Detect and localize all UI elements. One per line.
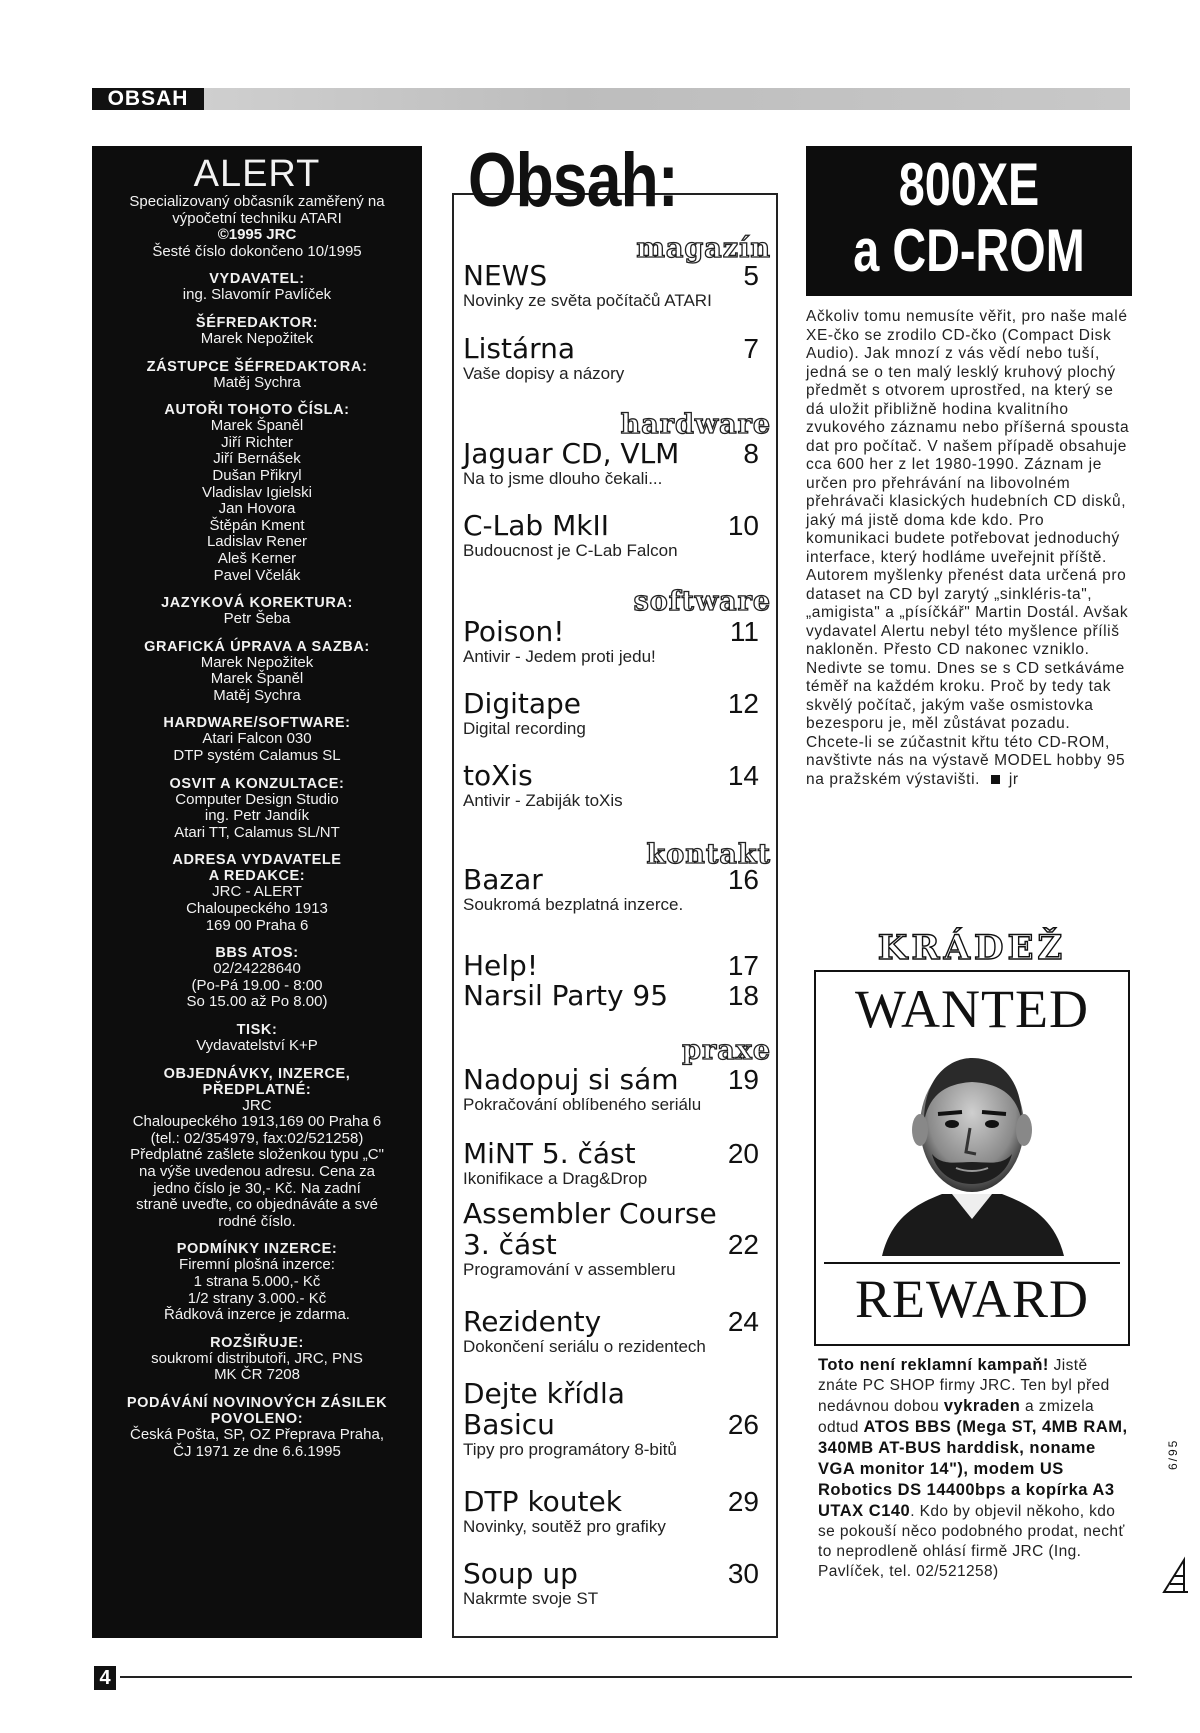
impressum-line: ing. Slavomír Pavlíček bbox=[182, 286, 332, 304]
impressum-line: (tel.: 02/354979, fax:02/521258) bbox=[150, 1129, 364, 1147]
impressum-column bbox=[92, 146, 422, 1638]
entry-description: Pokračování oblíbeného seriálu bbox=[463, 1095, 702, 1114]
impressum-line: ing. Petr Jandík bbox=[204, 807, 310, 825]
alert-logo-icon bbox=[1160, 1556, 1190, 1596]
article-headline-line-2: a CD-ROM bbox=[853, 217, 1085, 284]
impressum-heading: BBS ATOS: bbox=[215, 945, 299, 962]
impressum-line: Atari TT, Calamus SL/NT bbox=[174, 823, 340, 841]
impressum-line: Matěj Sychra bbox=[213, 373, 301, 391]
entry-description: Na to jsme dlouho čekali... bbox=[463, 469, 663, 488]
impressum-heading: PODÁVÁNÍ NOVINOVÝCH ZÁSILEK bbox=[126, 1394, 388, 1411]
impressum-line: straně uveďte, co objednáváte a své bbox=[136, 1196, 378, 1214]
impressum-line: (Po-Pá 19.00 - 8:00 bbox=[191, 976, 323, 994]
notice-text: a zmizela odtud bbox=[818, 1398, 1095, 1436]
article-signature: jr bbox=[1008, 770, 1019, 788]
impressum-line: 1/2 strany 3.000.- Kč bbox=[187, 1289, 327, 1307]
entry-title: Rezidenty bbox=[463, 1305, 602, 1338]
entry-description: Nakrmte svoje ST bbox=[463, 1589, 599, 1608]
entry-page: 19 bbox=[727, 1064, 759, 1095]
entry-title: DTP koutek bbox=[463, 1485, 622, 1518]
section-label-kontakt: kontakt bbox=[646, 839, 771, 870]
article-headline-line-1: 800XE bbox=[898, 151, 1040, 218]
impressum-intro-line: Specializovaný občasník zaměřený na bbox=[129, 193, 385, 210]
entry-description: Antivir - Zabiják toXis bbox=[463, 791, 623, 810]
entry-page: 11 bbox=[729, 616, 759, 647]
impressum-heading: ZÁSTUPCE ŠÉFREDAKTORA: bbox=[146, 358, 368, 375]
contents-entry[interactable] bbox=[463, 616, 759, 667]
impressum-heading: AUTOŘI TOHOTO ČÍSLA: bbox=[164, 402, 350, 419]
entry-title: Listárna bbox=[463, 332, 576, 365]
impressum-line: 1 strana 5.000,- Kč bbox=[193, 1272, 321, 1290]
notice-bold: vykraden bbox=[943, 1397, 1021, 1415]
impressum-line: Řádková inzerce je zdarma. bbox=[164, 1306, 350, 1324]
impressum-line: rodné číslo. bbox=[218, 1212, 296, 1230]
entry-page: 7 bbox=[743, 333, 759, 364]
article-headline-box bbox=[806, 146, 1132, 296]
entry-page: 18 bbox=[727, 980, 759, 1011]
entry-title: Jaguar CD, VLM bbox=[463, 437, 680, 470]
notice-lead: Toto není reklamní kampaň! bbox=[818, 1356, 1049, 1374]
impressum-line: jedno číslo je 30,- Kč. Na zadní bbox=[153, 1179, 361, 1197]
entry-title: Help! bbox=[463, 949, 539, 982]
impressum-line: Jan Hovora bbox=[218, 500, 296, 518]
impressum-line: 169 00 Praha 6 bbox=[205, 916, 309, 934]
entry-title: Soup up bbox=[463, 1557, 578, 1590]
impressum-heading: JAZYKOVÁ KOREKTURA: bbox=[161, 595, 353, 612]
entry-title: NEWS bbox=[463, 259, 548, 292]
entry-page: 12 bbox=[727, 688, 759, 719]
impressum-heading: ROZŠIŘUJE: bbox=[210, 1334, 304, 1351]
contents-entry[interactable] bbox=[463, 1558, 759, 1609]
entry-description: Antivir - Jedem proti jedu! bbox=[463, 647, 656, 666]
entry-description: Dokončení seriálu o rezidentech bbox=[463, 1337, 706, 1356]
entry-title: Poison! bbox=[463, 615, 565, 648]
impressum-line: Dušan Přikryl bbox=[212, 466, 302, 484]
entry-title: toXis bbox=[463, 759, 533, 792]
impressum-heading: GRAFICKÁ ÚPRAVA A SAZBA: bbox=[144, 638, 370, 655]
contents-entry[interactable] bbox=[463, 1306, 759, 1357]
impressum-line: Computer Design Studio bbox=[175, 790, 339, 808]
impressum-line: Aleš Kerner bbox=[217, 549, 297, 567]
entry-page: 26 bbox=[727, 1409, 759, 1440]
entry-title: Bazar bbox=[463, 863, 543, 896]
entry-page: 10 bbox=[727, 510, 759, 541]
entry-description: Programování v assembleru bbox=[463, 1260, 676, 1279]
entry-description: Soukromá bezplatná inzerce. bbox=[463, 895, 684, 914]
impressum-line: na výše uvedenou adresu. Cena za bbox=[139, 1162, 375, 1180]
impressum-line: Jiří Bernášek bbox=[213, 450, 301, 468]
impressum-line: soukromí distributoři, JRC, PNS bbox=[151, 1349, 363, 1367]
impressum-heading: POVOLENO: bbox=[210, 1410, 304, 1427]
poster-frame bbox=[814, 970, 1130, 1346]
impressum-line: Ladislav Rener bbox=[206, 533, 308, 551]
impressum-intro-line: výpočetní techniku ATARI bbox=[172, 209, 342, 227]
section-tag: OBSAH bbox=[92, 88, 204, 110]
impressum-heading: VYDAVATEL: bbox=[209, 271, 305, 288]
entry-description: Novinky, soutěž pro grafiky bbox=[463, 1517, 666, 1536]
contents-entry[interactable] bbox=[463, 333, 759, 384]
contents-entry[interactable] bbox=[463, 1138, 759, 1189]
impressum-sections bbox=[92, 271, 422, 1460]
entry-page: 14 bbox=[727, 760, 759, 791]
impressum-heading: PŘEDPLATNÉ: bbox=[202, 1081, 312, 1098]
issue-mark: 6/95 bbox=[1166, 1438, 1180, 1470]
entry-description: Tipy pro programátory 8-bitů bbox=[463, 1440, 677, 1459]
contents-entry[interactable] bbox=[463, 1378, 759, 1460]
section-label-praxe: praxe bbox=[682, 1035, 771, 1066]
entry-description: Digital recording bbox=[463, 719, 586, 738]
entry-page: 24 bbox=[727, 1306, 759, 1337]
poster-top-label: KRÁDEŽ bbox=[877, 928, 1067, 968]
impressum-heading: ŠÉFREDAKTOR: bbox=[195, 314, 319, 331]
impressum-line: Štěpán Kment bbox=[209, 516, 305, 534]
entry-page: 30 bbox=[727, 1558, 759, 1589]
notice-text: Jistě znáte PC SHOP firmy JRC. Ten byl před nedávnou dobou bbox=[818, 1357, 1110, 1415]
impressum-heading: TISK: bbox=[236, 1022, 278, 1038]
impressum-line: JRC bbox=[242, 1096, 272, 1114]
entry-title: Nadopuj si sám bbox=[463, 1063, 679, 1096]
poster-divider bbox=[824, 1262, 1120, 1264]
contents-entry[interactable] bbox=[463, 980, 759, 1011]
impressum-heading: A REDAKCE: bbox=[208, 868, 306, 885]
impressum-line: Chaloupeckého 1913 bbox=[186, 900, 328, 918]
contents-entry[interactable] bbox=[463, 1064, 759, 1115]
entry-page: 29 bbox=[727, 1486, 759, 1517]
impressum-line: Česká Pošta, SP, OZ Přeprava Praha, bbox=[129, 1425, 384, 1443]
entry-title: C-Lab MkII bbox=[463, 509, 609, 542]
entry-title: Dejte křídla bbox=[463, 1377, 625, 1410]
impressum-intro-line: Šesté číslo dokončeno 10/1995 bbox=[152, 242, 362, 260]
impressum-line: Vydavatelství K+P bbox=[196, 1037, 318, 1054]
impressum-line: Chaloupeckého 1913,169 00 Praha 6 bbox=[132, 1113, 382, 1131]
footer-rule bbox=[120, 1676, 1132, 1678]
notice-text: . Kdo by objevil někoho, kdo se pokouší něco podobného prodat, nechť to neprodleně ohlásí firmě JRC (Ing. Pavlíček, tel. 02/521258) bbox=[818, 1503, 1125, 1580]
impressum-heading: HARDWARE/SOFTWARE: bbox=[163, 715, 351, 732]
poster-reward: REWARD bbox=[855, 1269, 1089, 1329]
wanted-poster bbox=[812, 928, 1132, 1354]
impressum-line: Pavel Včelák bbox=[213, 566, 301, 584]
entry-page: 17 bbox=[727, 950, 759, 981]
contents-entry[interactable] bbox=[463, 510, 759, 561]
impressum-line: Matěj Sychra bbox=[213, 686, 301, 704]
entry-title: 3. část bbox=[463, 1228, 557, 1261]
page-number: 4 bbox=[94, 1666, 116, 1690]
entry-title: MiNT 5. část bbox=[463, 1137, 636, 1170]
impressum-line: Firemní plošná inzerce: bbox=[179, 1256, 335, 1274]
theft-notice bbox=[818, 1355, 1130, 1582]
entry-description: Vaše dopisy a názory bbox=[463, 364, 625, 383]
impressum-heading: ADRESA VYDAVATELE bbox=[172, 852, 342, 869]
entry-title: Digitape bbox=[463, 687, 582, 720]
impressum-line: Marek Nepožitek bbox=[200, 329, 314, 347]
entry-title: Narsil Party 95 bbox=[463, 979, 669, 1012]
impressum-line: So 15.00 až Po 8.00) bbox=[186, 993, 328, 1011]
magazine-title: ALERT bbox=[193, 153, 321, 195]
impressum-line: 02/24228640 bbox=[213, 960, 301, 978]
impressum-line: Marek Nepožitek bbox=[200, 653, 314, 671]
contents-entry[interactable] bbox=[463, 950, 759, 981]
contents-entry[interactable] bbox=[463, 1198, 759, 1280]
impressum-line: ČJ 1971 ze dne 6.6.1995 bbox=[173, 1442, 341, 1460]
contents-entry[interactable] bbox=[463, 688, 759, 739]
entry-description: Novinky ze světa počítačů ATARI bbox=[463, 291, 712, 310]
entry-page: 16 bbox=[727, 864, 759, 895]
header-rule bbox=[204, 88, 1130, 110]
entry-page: 5 bbox=[743, 260, 759, 291]
contents-entry[interactable] bbox=[463, 1486, 759, 1537]
entry-page: 20 bbox=[727, 1138, 759, 1169]
entry-title: Assembler Course bbox=[463, 1197, 717, 1230]
impressum-heading: PODMÍNKY INZERCE: bbox=[176, 1241, 338, 1258]
impressum-line: Marek Španěl bbox=[210, 670, 304, 688]
impressum-line: Předplatné zašlete složenkou typu „C" bbox=[130, 1146, 384, 1164]
impressum-line: Vladislav Igielski bbox=[201, 483, 313, 501]
entry-page: 8 bbox=[743, 438, 759, 469]
impressum-line: DTP systém Calamus SL bbox=[173, 747, 341, 765]
poster-wanted: WANTED bbox=[855, 979, 1089, 1039]
contents-title: Obsah: bbox=[468, 138, 678, 223]
impressum-line: Marek Španěl bbox=[210, 417, 304, 435]
section-label-hardware: hardware bbox=[620, 409, 771, 440]
section-label-software: software bbox=[633, 586, 771, 617]
contents-entry[interactable] bbox=[463, 438, 759, 489]
entry-description: Ikonifikace a Drag&Drop bbox=[463, 1169, 648, 1188]
entry-description: Budoucnost je C-Lab Falcon bbox=[463, 541, 678, 560]
impressum-heading: OSVIT A KONZULTACE: bbox=[169, 775, 345, 792]
end-mark-icon bbox=[991, 775, 1000, 784]
notice-bold: ATOS BBS (Mega ST, 4MB RAM, 340MB AT-BUS harddisk, noname VGA monitor 14"), modem US Robotics DS 14400bps a kopírka A3 UTAX C140 bbox=[818, 1418, 1128, 1520]
contents-entry[interactable] bbox=[463, 864, 759, 915]
contents-entry[interactable] bbox=[463, 260, 759, 311]
section-label-magazin: magazín bbox=[636, 233, 771, 264]
entry-title: Basicu bbox=[463, 1408, 555, 1441]
portrait-image bbox=[872, 1044, 1072, 1256]
impressum-line: Petr Šeba bbox=[223, 610, 291, 628]
article-text: Ačkoliv tomu nemusíte věřit, pro naše malé XE-čko se zrodilo CD-čko (Compact Disk Audio). Jak mnozí z vás vědí nebo tuší, jedná se o ten malý lesklý kruhový plochý předmět s otvorem uprostřed, na který se dá uložit přibližně hodina kvalitního zvukového záznamu nebo příšerná spousta dat pro počítač. V našem případě obsahuje cca 600 her z let 1980-1990. Záznam je určen pro přehrávání na libovolném přehrávači klasických hudebních CD disků, jaký má jistě doma kde kdo. Pro komunikaci budete potřebovat jednoduchý interface, který hodláme uveřejnit příště. Autorem myšlenky přenést data určená pro dataset na CD byl zarytý „sinkléris-ta", „amigista" a „písíčkář" Martin Dostál. Avšak vydavatel Alertu nebyl této myšlence příliš nakloněn. Přesto CD nakonec vzniklo. Nedivte se tomu. Dnes se s CD setkáváme téměř na každém kroku. Proč by tedy tak skvělý počítač, jakým vaše osmistovka bezesporu je, měl zůstávat pozadu. Chcete-li se zúčastnit křtu této CD-ROM, navštivte nás na výstavě MODEL hobby 95 na pražském výstavišti. bbox=[806, 308, 1130, 788]
impressum-line: MK ČR 7208 bbox=[214, 1366, 300, 1384]
contents-entry[interactable] bbox=[463, 760, 759, 811]
entry-page: 22 bbox=[727, 1229, 759, 1260]
copyright-line: ©1995 JRC bbox=[217, 226, 297, 244]
impressum-line: JRC - ALERT bbox=[212, 883, 302, 901]
impressum-heading: OBJEDNÁVKY, INZERCE, bbox=[163, 1065, 351, 1082]
impressum-line: Jiří Richter bbox=[221, 433, 293, 451]
impressum-line: Atari Falcon 030 bbox=[202, 730, 312, 748]
article-body bbox=[806, 308, 1132, 789]
